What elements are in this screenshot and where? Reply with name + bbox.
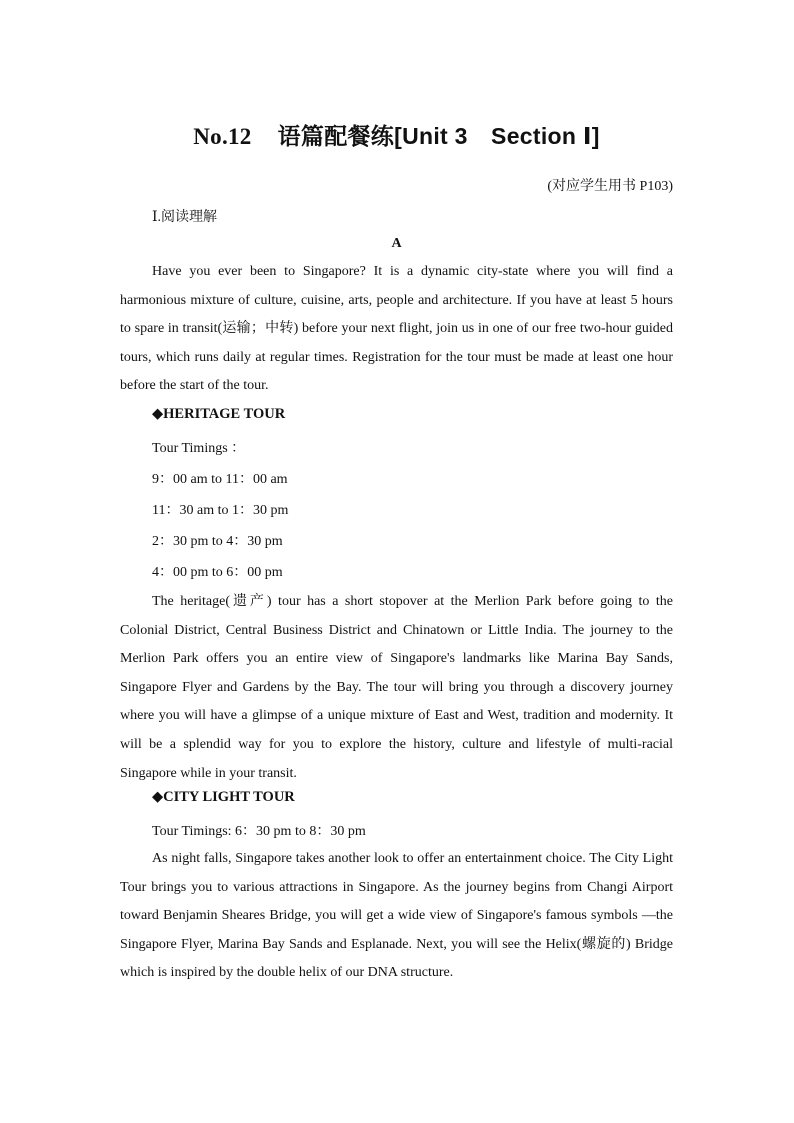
intro-paragraph: Have you ever been to Singapore? It is a dynamic city-state where you will find a harmonious mixture of culture, cuisine, arts, people and architecture. If you have at least 5 hours to spare in transit(运输；中转) before your next flight, join us in one of our free two-hour guided tours, which runs daily at regular times. Registration for the tour must be made at least one hour before the start of the tour. xyxy=(120,264,673,394)
textbook-reference: (对应学生用书 P103) xyxy=(547,179,673,194)
city-light-tour-heading: ◆CITY LIGHT TOUR xyxy=(152,789,295,805)
title-number: No.12 xyxy=(193,124,252,149)
heritage-timing-item: 11：30 am to 1：30 pm xyxy=(152,503,289,518)
heritage-paragraph: The heritage(遗产) tour has a short stopover at the Merlion Park before going to the Colonial District, Central Business District and Chinatown or Little India. The journey to the Merlion Park offers you an entire view of Singapore's landmarks like Marina Bay Sands, Singapore Flyer and Gardens by the Bay. The tour will bring you through a discovery journey where you will have a glimpse of a unique mixture of East and West, tradition and modernity. It will be a splendid way for you to explore the history, culture and lifestyle of multi-racial Singapore while in your transit. xyxy=(120,594,673,781)
passage-letter: A xyxy=(391,236,402,251)
heritage-timings-label: Tour Timings ： xyxy=(152,441,246,456)
heritage-timing-item: 9：00 am to 11：00 am xyxy=(152,472,288,487)
heritage-timing-item: 4：00 pm to 6：00 pm xyxy=(152,565,283,580)
title-text: 语篇配餐练[Unit 3 Section Ⅰ] xyxy=(277,123,600,149)
section-heading: Ⅰ.阅读理解 xyxy=(152,210,218,225)
city-light-timings: Tour Timings: 6：30 pm to 8：30 pm xyxy=(152,824,366,839)
heritage-tour-heading: ◆HERITAGE TOUR xyxy=(152,406,286,422)
page-title xyxy=(120,118,673,151)
city-light-paragraph: As night falls, Singapore takes another look to offer an entertainment choice. The City Light Tour brings you to various attractions in Singapore. As the journey begins from Changi Airport toward Benjamin Sheares Bridge, you will get a wide view of Singapore's famous symbols —the Singapore Flyer, Marina Bay Sands and Esplanade. Next, you will see the Helix(螺旋的) Bridge which is inspired by the double helix of our DNA structure. xyxy=(120,851,673,981)
heritage-timing-item: 2：30 pm to 4：30 pm xyxy=(152,534,283,549)
